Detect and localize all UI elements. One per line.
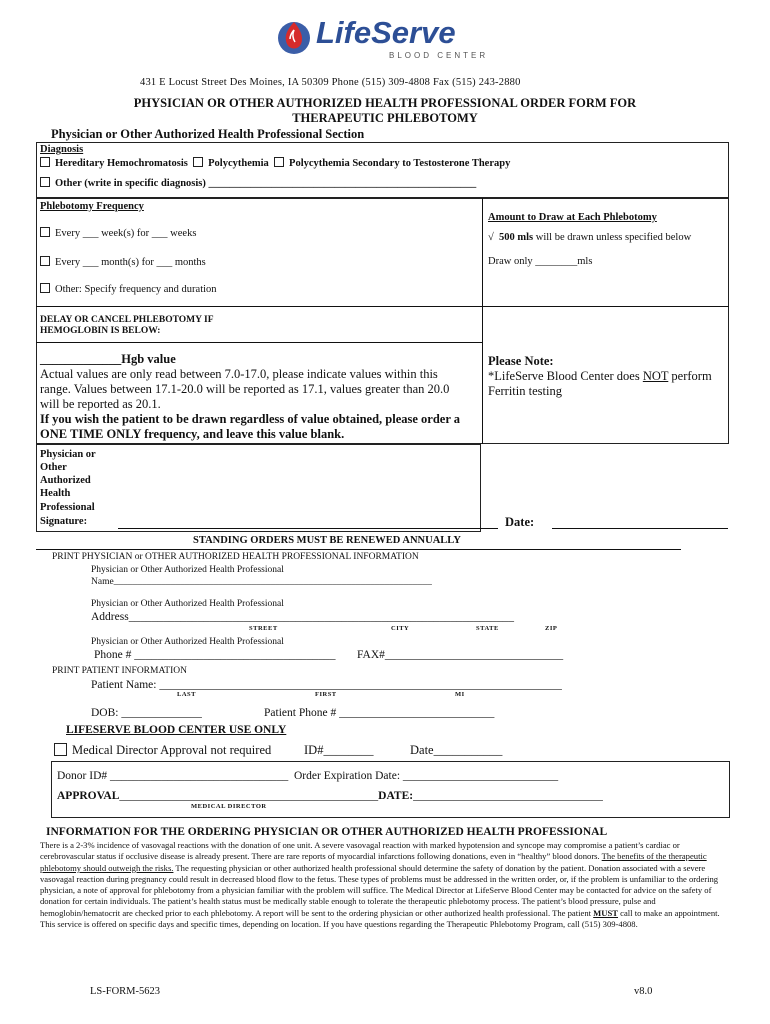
approval-date-label: DATE:: [378, 790, 414, 802]
approval-line-row: [57, 790, 603, 802]
signature-date-label: Date:: [505, 515, 535, 529]
sig-l3: Authorized: [40, 475, 91, 486]
delay-b1: If you wish the patient to be drawn regardless of value obtained, please order a: [40, 412, 461, 426]
form-version: v8.0: [634, 986, 653, 997]
sig-l1: Physician or: [40, 449, 96, 460]
testosterone-label: Polycythemia Secondary to Testosterone Therapy: [289, 158, 511, 169]
sig-l2: Other: [40, 462, 67, 473]
donor-id-field[interactable]: Donor ID# _______________________________: [57, 770, 289, 782]
polycythemia-label: Polycythemia: [208, 158, 269, 169]
other-diagnosis-checkbox[interactable]: [40, 177, 50, 187]
print-physician-heading: PRINT PHYSICIAN or OTHER AUTHORIZED HEALTH PROFESSIONAL INFORMATION: [52, 552, 419, 562]
city-label: CITY: [391, 625, 410, 632]
amount-label: Amount to Draw at Each Phlebotomy: [488, 212, 657, 223]
physician-address-field[interactable]: Address___________________________________________________________________: [91, 611, 514, 623]
diagnosis-label: Diagnosis: [40, 144, 84, 155]
approval-label: Medical Director Approval not required: [72, 743, 272, 757]
sig-l5: Professional: [40, 502, 95, 513]
info-text-c: call to make an appointment. This service is offered on specific days and specific times, depending on location. If you have questions regarding the Therapeutic Phlebotomy Program, call (515) 309-4808.: [40, 907, 720, 930]
form-number: LS-FORM-5623: [90, 986, 161, 997]
physician-address-label1: Physician or Other Authorized Health Professional: [91, 599, 284, 609]
diagnosis-other: [40, 177, 476, 189]
info-text-b: The requesting physician or other authorized health professional should determine the safety of donation by the patient. Donation associated with a severe vasovagal reaction during pregnancy could result in decreased blood flow to the fetus. These types of problems must be addressed in the written order, or, if the problem is unfamiliar to the ordering physician, a note of approval for phlebotomy from a physician familiar with the problem will suffice. The Medical Director at LifeServe Blood Center may be contacted for advice on the safety of donation for certain individuals. The patient’s health status must be medically stable enough to tolerate the therapeutic phlebotomy process. The patient’s blood pressure, pulse and hemoglobin/hematocrit are checked prior to each phlebotomy. A report will be sent to the ordering physician or other authorized health professional. The patient: [40, 862, 719, 918]
mi-label: MI: [455, 691, 465, 698]
frequency-label: Phlebotomy Frequency: [40, 201, 144, 212]
diagnosis-box: [36, 142, 729, 198]
info-text-must: MUST: [593, 907, 619, 918]
logo-sub: BLOOD CENTER: [389, 51, 489, 60]
section-heading: Physician or Other Authorized Health Professional Section: [51, 127, 365, 141]
other-frequency-checkbox[interactable]: [40, 283, 50, 293]
approval-line-field[interactable]: _____________________________________________: [119, 790, 379, 802]
approval-date-field[interactable]: _________________________________: [413, 790, 603, 802]
note-not: NOT: [642, 369, 669, 383]
office-date-field[interactable]: Date___________: [410, 743, 503, 757]
address-line: 431 E Locust Street Des Moines, IA 50309 Phone (515) 309-4808 Fax (515) 243-2880: [140, 77, 521, 88]
medical-director-label: MEDICAL DIRECTOR: [191, 803, 267, 810]
delay-p2: range. Values between 17.1-20.0 will be reported as 17.1, values greater than 20.0: [40, 382, 450, 396]
expiration-field[interactable]: Order Expiration Date: ___________________________: [294, 770, 559, 782]
drop-logo-icon: [276, 17, 312, 57]
note-l1c: perform: [668, 369, 712, 383]
physician-name-label1: Physician or Other Authorized Health Professional: [91, 565, 284, 575]
approval-checkbox[interactable]: [54, 743, 67, 756]
draw-only: Draw only ________mls: [488, 256, 593, 267]
amount-default: [488, 232, 691, 243]
approval-line-label: APPROVAL: [57, 790, 120, 802]
frequency-weeks: [40, 227, 196, 239]
delay-p1: Actual values are only read between 7.0-17.0, please indicate values within this: [40, 367, 438, 381]
other-frequency-label: Other: Specify frequency and duration: [55, 284, 217, 295]
approval-row: [54, 743, 271, 758]
hemochromatosis-checkbox[interactable]: [40, 157, 50, 167]
standing-orders: STANDING ORDERS MUST BE RENEWED ANNUALLY: [193, 535, 461, 546]
office-id-field[interactable]: ID#________: [304, 743, 374, 757]
note-line2: Ferritin testing: [488, 384, 562, 398]
info-text-a: There is a 2-3% incidence of vasovagal reactions with the donation of one unit. A severe vasovagal reaction with marked hypotension and syncope may compromise a patient’s cardiac or cerebrovascular status if occlusive disease is already present. There are rare reports of myocardial infarctions following donations, even in “healthy” blood donors.: [40, 840, 680, 862]
physician-phone-label1: Physician or Other Authorized Health Professional: [91, 637, 284, 647]
physician-phone-field[interactable]: Phone # ___________________________________: [94, 649, 336, 661]
diagnosis-options: [40, 157, 510, 169]
note-l1a: *LifeServe Blood Center does: [488, 369, 643, 383]
frequency-other: [40, 283, 217, 295]
frequency-months: [40, 256, 206, 268]
weeks-checkbox[interactable]: [40, 227, 50, 237]
first-label: FIRST: [315, 691, 337, 698]
weeks-label: Every ___ week(s) for ___ weeks: [55, 228, 197, 239]
signature-box: [36, 444, 481, 532]
testosterone-checkbox[interactable]: [274, 157, 284, 167]
info-heading: INFORMATION FOR THE ORDERING PHYSICIAN OR OTHER AUTHORIZED HEALTH PROFESSIONAL: [46, 826, 608, 838]
physician-fax-field[interactable]: FAX#_______________________________: [357, 649, 564, 661]
form-title-line1: PHYSICIAN OR OTHER AUTHORIZED HEALTH PROFESSIONAL ORDER FORM FOR: [133, 96, 637, 110]
signature-date-field[interactable]: [552, 528, 728, 529]
amount-mls: 500 mls: [499, 232, 534, 243]
zip-label: ZIP: [545, 625, 558, 632]
street-label: STREET: [249, 625, 278, 632]
signature-field[interactable]: [118, 528, 498, 529]
months-checkbox[interactable]: [40, 256, 50, 266]
info-paragraph: [40, 840, 725, 930]
delay-b2: ONE TIME ONLY frequency, and leave this value blank.: [40, 427, 345, 441]
sig-l6: Signature:: [40, 516, 88, 527]
logo: [276, 15, 489, 65]
office-use-heading: LIFESERVE BLOOD CENTER USE ONLY: [66, 724, 287, 736]
check-icon: √: [488, 232, 494, 243]
form-title-line2: THERAPEUTIC PHLEBOTOMY: [292, 111, 478, 125]
patient-name-field[interactable]: Patient Name: ______________________________________________________________________: [91, 679, 562, 691]
sig-l4: Health: [40, 488, 71, 499]
months-label: Every ___ month(s) for ___ months: [55, 257, 206, 268]
patient-heading: PRINT PATIENT INFORMATION: [52, 666, 187, 676]
polycythemia-checkbox[interactable]: [193, 157, 203, 167]
delay-p3: will be reported as 20.1.: [40, 397, 161, 411]
note-line1: [488, 369, 712, 384]
logo-brand: LifeServe: [316, 15, 456, 50]
dob-field[interactable]: DOB: ______________: [91, 707, 202, 719]
patient-phone-field[interactable]: Patient Phone # ___________________________: [264, 707, 495, 719]
hgb-value: _____________Hgb value: [40, 352, 176, 366]
other-diagnosis-label: Other (write in specific diagnosis) ___________________________________________________: [55, 178, 477, 189]
amount-mls-rest: will be drawn unless specified below: [533, 232, 692, 243]
info-text-underline: The benefits of the therapeutic phlebotomy should outweigh the risks.: [40, 851, 707, 873]
delay-line2: HEMOGLOBIN IS BELOW:: [40, 326, 161, 336]
physician-name-field[interactable]: Name___________________________________________________________________: [91, 577, 432, 587]
state-label: STATE: [476, 625, 499, 632]
delay-line1: DELAY OR CANCEL PHLEBOTOMY IF: [40, 315, 214, 325]
last-label: LAST: [177, 691, 196, 698]
note-title: Please Note:: [488, 354, 554, 368]
hemochromatosis-label: Hereditary Hemochromatosis: [55, 158, 188, 169]
